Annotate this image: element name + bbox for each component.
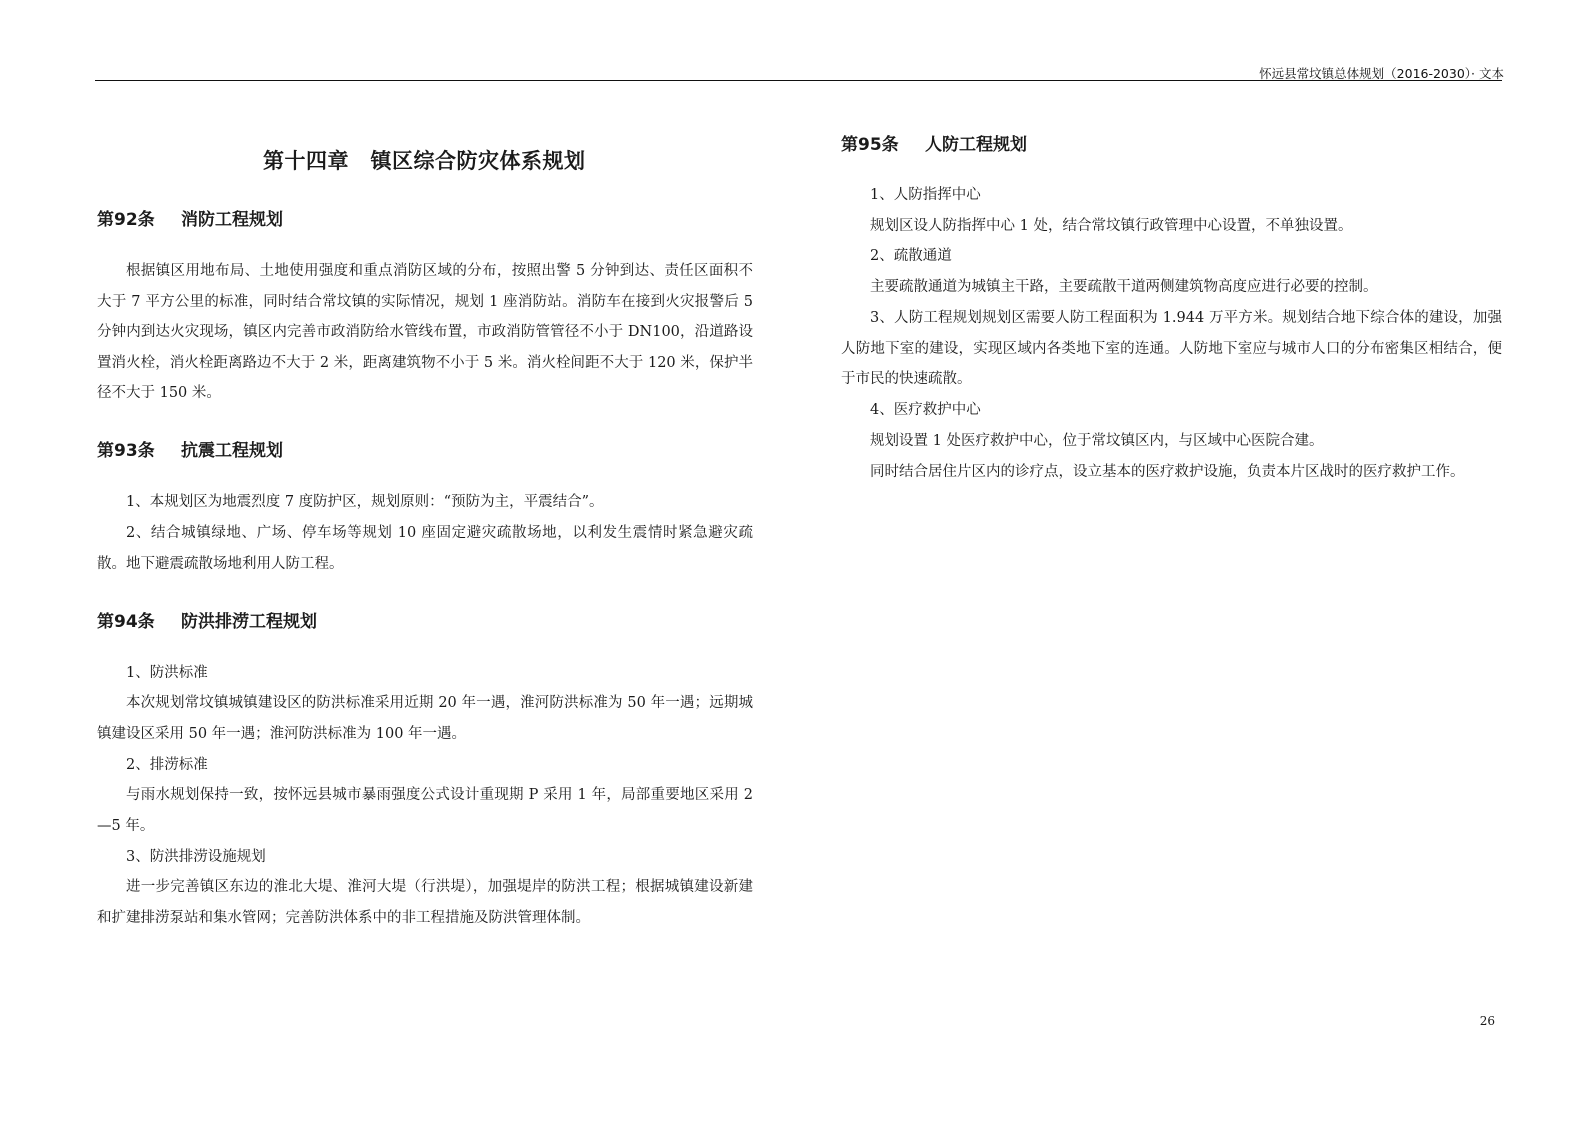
article-93-number: 第93条 <box>97 441 155 461</box>
article-95-paragraph-4: 规划设置 1 处医疗救护中心，位于常坟镇区内，与区域中心医院合建。 <box>870 433 1324 449</box>
chapter-title: 第十四章 镇区综合防灾体系规划 <box>263 149 586 173</box>
article-95-heading <box>841 130 1027 155</box>
article-94-paragraph-2: 与雨水规划保持一致，按怀远县城市暴雨强度公式设计重现期 P 采用 1 年，局部重要地区采用 2—5 年。 <box>97 787 753 834</box>
article-94-paragraph-3: 进一步完善镇区东边的淮北大堤、淮河大堤（行洪堤），加强堤岸的防洪工程；根据城镇建设新建和扩建排涝泵站和集水管网；完善防洪体系中的非工程措施及防洪管理体制。 <box>97 879 753 926</box>
document-header-title: 怀远县常坟镇总体规划（2016-2030）· 文本 <box>1259 66 1504 81</box>
article-95-paragraph-5: 同时结合居住片区内的诊疗点，设立基本的医疗救护设施，负责本片区战时的医疗救护工作。 <box>870 464 1465 480</box>
article-92-paragraph: 根据镇区用地布局、土地使用强度和重点消防区域的分布，按照出警 5 分钟到达、责任区面积不大于 7 平方公里的标准，同时结合常坟镇的实际情况，规划 1 座消防站。消防车在接到火灾报警后 5 分钟内到达火灾现场，镇区内完善市政消防给水管线布置，市政消防管管径不小于 DN100，沿道路设置消火栓，消火栓距离路边不大于 2 米，距离建筑物不小于 5 米。消火栓间距不大于 120 米，保护半径不大于 150 米。 <box>97 263 753 401</box>
page-number: 26 <box>1479 1014 1495 1028</box>
article-95-paragraph-1: 规划区设人防指挥中心 1 处，结合常坟镇行政管理中心设置，不单独设置。 <box>870 218 1353 234</box>
article-93-heading <box>97 436 283 461</box>
article-95-title: 人防工程规划 <box>925 135 1027 155</box>
article-93-paragraph-1: 1、本规划区为地震烈度 7 度防护区，规划原则：“预防为主，平震结合”。 <box>126 494 604 510</box>
article-93-title: 抗震工程规划 <box>181 441 283 461</box>
article-94-subheading-3: 3、防洪排涝设施规划 <box>126 849 266 865</box>
article-95-subheading-4: 4、医疗救护中心 <box>870 402 981 418</box>
article-94-title: 防洪排涝工程规划 <box>181 612 317 632</box>
article-94-heading <box>97 607 317 632</box>
article-95-paragraph-3: 3、人防工程规划规划区需要人防工程面积为 1.944 万平方米。规划结合地下综合体的建设，加强人防地下室的建设，实现区域内各类地下室的连通。人防地下室应与城市人口的分布密集区相结合，便于市民的快速疏散。 <box>841 310 1502 387</box>
article-92-title: 消防工程规划 <box>181 210 283 230</box>
article-92-heading <box>97 205 283 230</box>
article-95-subheading-2: 2、疏散通道 <box>870 248 952 264</box>
article-94-subheading-1: 1、防洪标准 <box>126 665 208 681</box>
article-95-number: 第95条 <box>841 135 899 155</box>
article-94-paragraph-1: 本次规划常坟镇城镇建设区的防洪标准采用近期 20 年一遇，淮河防洪标准为 50 年一遇；远期城镇建设区采用 50 年一遇；淮河防洪标准为 100 年一遇。 <box>97 695 753 742</box>
article-95-paragraph-2: 主要疏散通道为城镇主干路，主要疏散干道两侧建筑物高度应进行必要的控制。 <box>870 279 1378 295</box>
article-94-number: 第94条 <box>97 612 155 632</box>
article-94-subheading-2: 2、排涝标准 <box>126 757 208 773</box>
header-rule <box>95 80 1502 81</box>
article-95-subheading-1: 1、人防指挥中心 <box>870 187 981 203</box>
article-93-paragraph-2: 2、结合城镇绿地、广场、停车场等规划 10 座固定避灾疏散场地，以利发生震情时紧急避灾疏散。地下避震疏散场地利用人防工程。 <box>97 525 753 572</box>
article-92-number: 第92条 <box>97 210 155 230</box>
